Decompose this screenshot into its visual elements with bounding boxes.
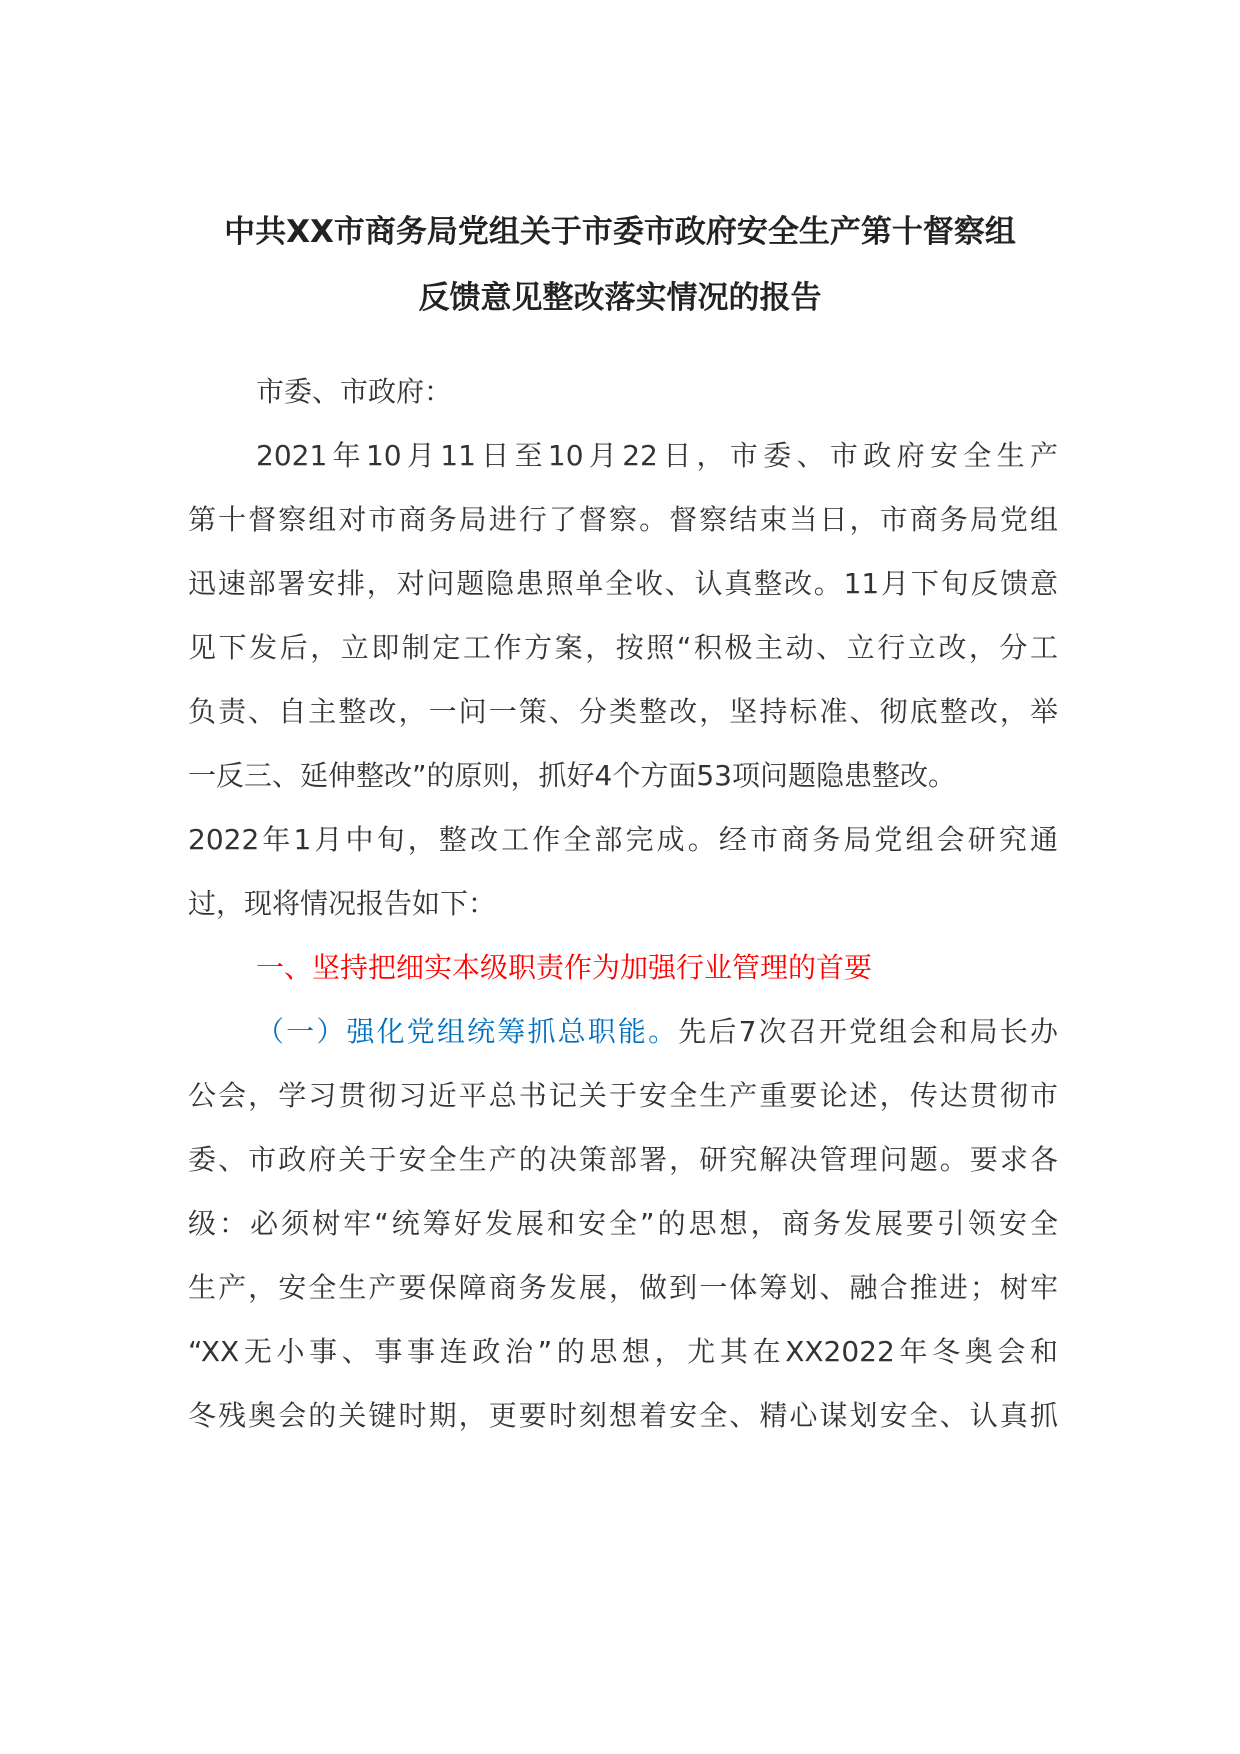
paragraph-line: 委、市政府关于安全生产的决策部署，研究解决管理问题。要求各 bbox=[188, 1143, 1058, 1176]
paragraph-line: 2021年10月11日至10月22日，市委、市政府安全生产 bbox=[256, 439, 1058, 472]
paragraph-line: 负责、自主整改，一问一策、分类整改，坚持标准、彻底整改，举 bbox=[188, 695, 1058, 728]
paragraph-line: 第十督察组对市商务局进行了督察。督察结束当日，市商务局党组 bbox=[188, 503, 1058, 536]
paragraph-line: 过，现将情况报告如下： bbox=[188, 887, 497, 920]
paragraph-line: 见下发后，立即制定工作方案，按照“积极主动、立行立改，分工 bbox=[188, 631, 1058, 664]
document-title-line-1: 中共XX市商务局党组关于市委市政府安全生产第十督察组 bbox=[224, 214, 1016, 250]
paragraph-line: 生产，安全生产要保障商务发展，做到一体筹划、融合推进；树牢 bbox=[188, 1271, 1058, 1304]
paragraph-line: 冬残奥会的关键时期，更要时刻想着安全、精心谋划安全、认真抓 bbox=[188, 1399, 1058, 1432]
paragraph-line: 2022年1月中旬，整改工作全部完成。经市商务局党组会研究通 bbox=[188, 823, 1058, 856]
paragraph-line: 级：必须树牢“统筹好发展和安全”的思想，商务发展要引领安全 bbox=[188, 1207, 1058, 1240]
paragraph-text: 先后7次召开党组会和局长办 bbox=[678, 1015, 1058, 1048]
subsection-heading: （一）强化党组统筹抓总职能。 bbox=[256, 1015, 679, 1048]
section-heading: 一、坚持把细实本级职责作为加强行业管理的首要 bbox=[256, 951, 873, 984]
paragraph-line: 迅速部署安排，对问题隐患照单全收、认真整改。11月下旬反馈意 bbox=[188, 567, 1058, 600]
paragraph-line: 一反三、延伸整改”的原则，抓好4个方面53项问题隐患整改。 bbox=[188, 759, 956, 792]
paragraph-line: 公会，学习贯彻习近平总书记关于安全生产重要论述，传达贯彻市 bbox=[188, 1079, 1058, 1112]
document-title-line-2: 反馈意见整改落实情况的报告 bbox=[418, 280, 822, 316]
subsection-first-line bbox=[256, 1012, 1058, 1052]
salutation: 市委、市政府： bbox=[256, 375, 453, 408]
paragraph-line: “XX无小事、事事连政治”的思想，尤其在XX2022年冬奥会和 bbox=[188, 1335, 1058, 1368]
